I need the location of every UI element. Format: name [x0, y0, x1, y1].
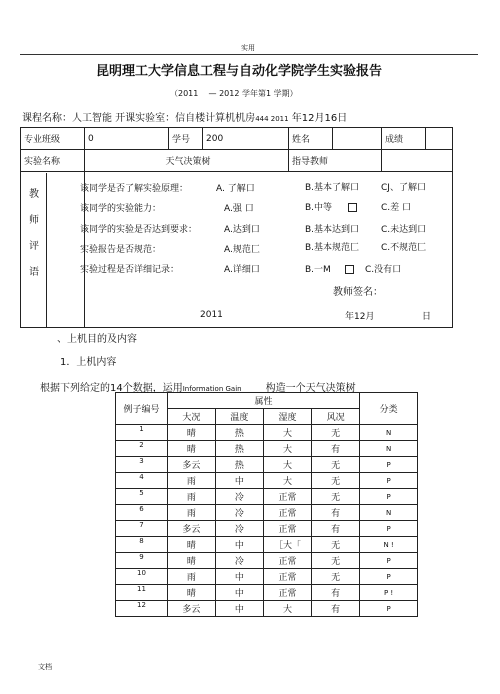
eval-option-2b-label: B.中等 — [305, 203, 333, 213]
student-id-value: 200 — [203, 128, 289, 150]
cell-wind: 无 — [312, 489, 360, 505]
eval-option-1c[interactable]: CJ、了解口 — [381, 183, 426, 193]
data-rows — [116, 425, 418, 617]
cell-temp: 冷 — [215, 505, 263, 521]
table-row — [116, 473, 418, 489]
table-row — [116, 553, 418, 569]
row-id: 2 — [116, 441, 168, 457]
row-id: 7 — [116, 521, 168, 537]
cell-temp: 冷 — [215, 553, 263, 569]
report-date: 年12月16日 — [291, 113, 348, 124]
page-footer-label: 文档 — [38, 663, 52, 671]
weather-data-table — [115, 392, 418, 617]
eval-day: 日 — [422, 312, 432, 322]
row-id: 10 — [116, 569, 168, 585]
header-col-outlook: 大况 — [167, 409, 215, 425]
cell-outlook: 多云 — [167, 457, 215, 473]
cell-outlook: 晴 — [167, 553, 215, 569]
row-id: 9 — [116, 553, 168, 569]
cell-humidity: 大 — [263, 473, 311, 489]
header-col-wind: 风况 — [312, 409, 360, 425]
table-row — [116, 505, 418, 521]
cell-humidity: 正常 — [263, 553, 311, 569]
eval-side-char-3: 评 — [29, 241, 39, 252]
eval-side-char-2: 师 — [29, 215, 39, 226]
cell-humidity: 大 — [263, 425, 311, 441]
eval-option-2c[interactable]: C.差 口 — [381, 203, 412, 213]
checkbox-icon[interactable] — [345, 265, 354, 274]
term-prefix: （2011 — [170, 89, 199, 98]
table-row — [116, 601, 418, 617]
cell-temp: 热 — [215, 425, 263, 441]
cell-class: P — [360, 553, 418, 569]
cell-temp: 中 — [215, 601, 263, 617]
row-id: 4 — [116, 473, 168, 489]
eval-option-5b[interactable] — [305, 262, 354, 275]
cell-humidity: 大 — [263, 601, 311, 617]
header-attributes: 属性 — [167, 393, 359, 409]
eval-option-3c[interactable]: C.未达到口 — [381, 225, 427, 235]
intro-suffix: 构造一个天气决策树 — [265, 383, 356, 394]
major-label: 专业班级 — [21, 128, 85, 150]
header-example-id: 例子编号 — [116, 393, 168, 425]
cell-outlook: 雨 — [167, 569, 215, 585]
cell-humidity: 正常 — [263, 585, 311, 601]
row-id: 1 — [116, 425, 168, 441]
table-row — [116, 489, 418, 505]
checkbox-icon[interactable] — [348, 203, 357, 212]
cell-class: P — [360, 521, 418, 537]
cell-class: P — [360, 601, 418, 617]
cell-outlook: 晴 — [167, 585, 215, 601]
cell-wind: 有 — [312, 505, 360, 521]
cell-humidity: 大 — [263, 441, 311, 457]
sub-heading: 1．上机内容 — [60, 357, 117, 368]
cell-outlook: 多云 — [167, 601, 215, 617]
cell-outlook: 雨 — [167, 505, 215, 521]
cell-outlook: 晴 — [167, 441, 215, 457]
cell-humidity: 大 — [263, 457, 311, 473]
eval-question-1: 该同学是否了解实验原理： — [80, 184, 189, 194]
intro-method: Information Gain — [182, 385, 242, 393]
eval-year: 2011 — [200, 310, 223, 320]
cell-temp: 冷 — [215, 521, 263, 537]
eval-option-3b[interactable]: B.基本达到口 — [305, 225, 360, 235]
cell-class: P — [360, 489, 418, 505]
eval-question-3: 该同学的实验是否达到要求： — [80, 225, 198, 235]
header-col-humidity: 湿度 — [263, 409, 311, 425]
table-row — [116, 521, 418, 537]
cell-wind: 有 — [312, 601, 360, 617]
cell-outlook: 多云 — [167, 521, 215, 537]
cell-temp: 中 — [215, 585, 263, 601]
experiment-value: 天气决策树 — [85, 150, 289, 172]
cell-wind: 无 — [312, 553, 360, 569]
eval-option-4b[interactable]: B.基本规范匚 — [305, 243, 360, 253]
table-row — [116, 457, 418, 473]
score-value — [426, 128, 453, 150]
eval-option-2a[interactable]: A.强 口 — [224, 204, 254, 214]
student-id-label: 学号 — [169, 128, 203, 150]
cell-wind: 有 — [312, 521, 360, 537]
term-mid: — 2012 学年第1 学期） — [208, 89, 298, 98]
table-row — [116, 569, 418, 585]
cell-humidity: ［大「 — [263, 537, 311, 553]
page-header-label: 实用 — [241, 44, 255, 52]
lab-room-number: 444 2011 — [255, 115, 289, 123]
cell-class: P — [360, 457, 418, 473]
header-class: 分类 — [360, 393, 418, 425]
eval-option-5c[interactable]: C.没有口 — [365, 265, 402, 275]
table-row — [116, 537, 418, 553]
cell-humidity: 正常 — [263, 505, 311, 521]
header-col-temp: 温度 — [215, 409, 263, 425]
score-label: 成绩 — [382, 128, 426, 150]
eval-option-2b[interactable] — [305, 200, 357, 213]
cell-wind: 无 — [312, 537, 360, 553]
cell-temp: 中 — [215, 537, 263, 553]
table-row — [116, 425, 418, 441]
header-rule — [20, 54, 478, 55]
cell-outlook: 雨 — [167, 489, 215, 505]
cell-class: P — [360, 569, 418, 585]
cell-outlook: 雨 — [167, 473, 215, 489]
row-id: 6 — [116, 505, 168, 521]
cell-outlook: 晴 — [167, 425, 215, 441]
name-value — [333, 128, 382, 150]
table-row — [116, 441, 418, 457]
teacher-value — [382, 150, 453, 172]
table-row — [116, 585, 418, 601]
eval-question-5: 实验过程是否详细记录： — [80, 265, 180, 275]
cell-temp: 中 — [215, 473, 263, 489]
cell-wind: 无 — [312, 473, 360, 489]
eval-side-char-4: 语 — [29, 267, 39, 278]
teacher-label: 指导教师 — [289, 150, 382, 172]
experiment-label: 实验名称 — [21, 150, 85, 172]
cell-class: P ! — [360, 585, 418, 601]
cell-class: N — [360, 425, 418, 441]
cell-wind: 无 — [312, 569, 360, 585]
name-label: 姓名 — [289, 128, 333, 150]
cell-temp: 热 — [215, 457, 263, 473]
cell-wind: 无 — [312, 457, 360, 473]
section-heading: 、上机目的及内容 — [57, 334, 137, 345]
cell-humidity: 正常 — [263, 569, 311, 585]
eval-question-4: 实验报告是否规范： — [80, 245, 162, 255]
course-line — [22, 109, 347, 124]
cell-temp: 热 — [215, 441, 263, 457]
report-title: 昆明理工大学信息工程与自动化学院学生实验报告 — [96, 64, 383, 79]
eval-option-5a[interactable]: A.详细口 — [224, 265, 260, 275]
row-id: 8 — [116, 537, 168, 553]
teacher-signature-label: 教师签名： — [333, 287, 383, 298]
row-id: 11 — [116, 585, 168, 601]
cell-class: P — [360, 473, 418, 489]
cell-class: N ! — [360, 537, 418, 553]
intro-prefix: 根据下列给定的14个数据，运用 — [40, 383, 183, 394]
course-and-lab: 课程名称：人工智能 开课实验室：信自楼计算机机房 — [22, 113, 256, 124]
cell-humidity: 正常 — [263, 521, 311, 537]
cell-class: N — [360, 505, 418, 521]
cell-class: N — [360, 441, 418, 457]
term-line — [170, 88, 298, 99]
cell-temp: 中 — [215, 569, 263, 585]
cell-temp: 冷 — [215, 489, 263, 505]
cell-humidity: 正常 — [263, 489, 311, 505]
cell-wind: 无 — [312, 425, 360, 441]
eval-option-3a[interactable]: A.达到口 — [224, 225, 260, 235]
eval-option-5b-label: B.一M — [305, 265, 331, 275]
row-id: 3 — [116, 457, 168, 473]
eval-month: 年12月 — [345, 312, 375, 322]
row-id: 5 — [116, 489, 168, 505]
row-id: 12 — [116, 601, 168, 617]
eval-question-2: 该同学的实验能力： — [80, 204, 162, 214]
major-value: 0 — [85, 128, 169, 150]
eval-option-4a[interactable]: A.规范匚 — [224, 245, 260, 255]
cell-wind: 有 — [312, 441, 360, 457]
eval-option-1a[interactable]: A. 了解口 — [216, 184, 255, 194]
evaluation-divider — [46, 173, 47, 328]
cell-wind: 有 — [312, 585, 360, 601]
eval-option-1b[interactable]: B.基本了解口 — [305, 183, 360, 193]
eval-option-4c[interactable]: C.不规范匚 — [381, 243, 427, 253]
cell-outlook: 晴 — [167, 537, 215, 553]
eval-side-char-1: 教 — [29, 189, 39, 200]
